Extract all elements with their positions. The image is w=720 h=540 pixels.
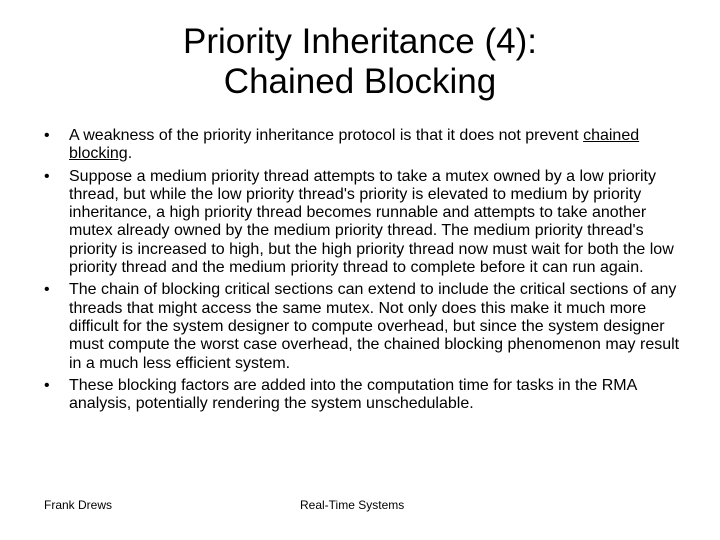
bullet-marker: • xyxy=(44,281,50,299)
bullet-marker: • xyxy=(44,167,50,185)
chained-blocking-term: chained blocking xyxy=(69,127,640,163)
slide-title xyxy=(0,22,720,102)
bullet-text: The chain of blocking critical sections can extend to include the critical sections of any threads that might access the same mutex. Not only does this make it much more difficult for the system designer to compute overhead, but since the system designer must compute the worst case overhead, the chained blocking phenomenon may result in a much less efficient system. xyxy=(69,281,680,372)
bullet-item xyxy=(44,377,684,414)
bullet-text-end: . xyxy=(127,145,133,163)
slide-title-line-2: Chained Blocking xyxy=(223,62,497,101)
bullet-text: These blocking factors are added into the computation time for tasks in the RMA analysis, potentially rendering the system unschedulable. xyxy=(69,376,637,413)
bullet-marker: • xyxy=(44,127,50,144)
slide-title-line-1: Priority Inheritance (4): xyxy=(182,22,538,61)
bullet-item xyxy=(44,168,684,278)
bullet-text: Suppose a medium priority thread attempts to take a mutex owned by a low priority thread, but while the low priority thread's priority is elevated to medium by priority inheritance, a high priority thread becomes runnable and attempts to take another mutex already owned by the medium priority thread. The medium priority thread's priority is increased to high, but the high priority thread now must wait for both the low priority thread and the medium priority thread to complete before it can run again. xyxy=(69,167,674,277)
bullet-marker: • xyxy=(44,376,50,394)
bullet-item xyxy=(44,127,684,164)
bullet-text: A weakness of the priority inheritance protocol is that it does not prevent xyxy=(69,127,584,144)
footer-author: Frank Drews xyxy=(44,498,113,512)
bullet-item xyxy=(44,281,684,372)
footer-course: Real-Time Systems xyxy=(300,498,405,512)
bullet-list xyxy=(44,127,684,417)
